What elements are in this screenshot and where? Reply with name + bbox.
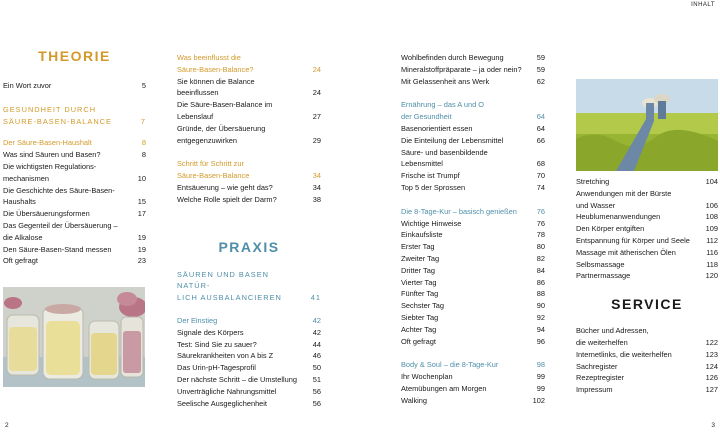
toc-entry[interactable]: Ein Wort zuvor 5	[3, 81, 146, 90]
section-title-service: SERVICE	[611, 296, 683, 313]
toc-column-2	[177, 52, 321, 409]
toc-entry[interactable]: Impressum 127	[576, 385, 718, 395]
page-number-right: 3	[711, 422, 715, 429]
toc-entry[interactable]: Test: Sind Sie zu sauer? 44	[177, 339, 321, 349]
toc-subheading[interactable]: Der Einstieg 42	[177, 315, 321, 325]
toc-subheading[interactable]: Ernährung – das A und O der Gesundheit 64	[401, 100, 545, 122]
toc-entry[interactable]: Erster Tag 80	[401, 242, 545, 252]
toc-entry[interactable]: Säure- und basenbildende Lebensmittel 68	[401, 147, 545, 169]
toc-entry[interactable]: Wohlbefinden durch Bewegung 59	[401, 53, 545, 62]
toc-entry[interactable]: Vierter Tag 86	[401, 277, 545, 287]
section-header-tag: INHALT	[691, 2, 715, 8]
toc-entry[interactable]: Heublumenanwendungen 108	[576, 212, 718, 222]
toc-subheading[interactable]: Schritt für Schritt zur Säure-Basen-Balance 34	[177, 159, 321, 181]
toc-column-3	[401, 52, 545, 407]
toc-entry[interactable]: Partnermassage 120	[576, 271, 718, 281]
toc-entry[interactable]: Anwendungen mit der Bürste und Wasser 106	[576, 188, 718, 210]
toc-entry[interactable]: Säurekrankheiten von A bis Z 46	[177, 351, 321, 361]
toc-entry[interactable]: Massage mit ätherischen Ölen 116	[576, 247, 718, 257]
toc-column-1	[3, 0, 146, 267]
toc-entry[interactable]: Die Geschichte des Säure-Basen- Haushalts 15	[3, 185, 146, 207]
toc-entry[interactable]: Sie können die Balance beeinflussen 24	[177, 76, 321, 98]
toc-entry[interactable]: Oft gefragt 96	[401, 336, 545, 346]
toc-entry[interactable]: Dritter Tag 84	[401, 265, 545, 275]
toc-entry[interactable]: Mineralstoffpräparate – ja oder nein? 59	[401, 64, 545, 74]
toc-entry[interactable]: Welche Rolle spielt der Darm? 38	[177, 194, 321, 204]
toc-entry[interactable]: Sachregister 124	[576, 361, 718, 371]
toc-chapter-heading[interactable]: GESUNDHEIT DURCH SÄURE-BASEN-BALANCE 7	[3, 104, 146, 126]
toc-entry[interactable]: Das Urin-pH-Tagesprofil 50	[177, 363, 321, 373]
toc-entry[interactable]: Unverträgliche Nahrungsmittel 56	[177, 386, 321, 396]
toc-entry[interactable]: Mit Gelassenheit ans Werk 62	[401, 76, 545, 86]
toc-entry[interactable]: Das Gegenteil der Übersäuerung – die Alkalose 19	[3, 220, 146, 242]
toc-entry[interactable]: Frische ist Trumpf 70	[401, 171, 545, 181]
toc-entry[interactable]: Oft gefragt 23	[3, 256, 146, 266]
toc-entry[interactable]: Die wichtigsten Regulations- mechanismen 10	[3, 161, 146, 183]
toc-entry[interactable]: Den Körper entgiften 109	[576, 224, 718, 234]
toc-subheading[interactable]: Der Säure-Basen-Haushalt 8	[3, 138, 146, 148]
toc-entry[interactable]: Stretching 104	[576, 177, 718, 186]
toc-entry[interactable]: Rezeptregister 126	[576, 373, 718, 383]
page-number-left: 2	[5, 422, 9, 429]
toc-entry[interactable]: Internetlinks, die weiterhelfen 123	[576, 349, 718, 359]
toc-entry[interactable]: Top 5 der Sprossen 74	[401, 182, 545, 192]
toc-entry[interactable]: Seelische Ausgeglichenheit 56	[177, 398, 321, 408]
toc-entry[interactable]: Den Säure-Basen-Stand messen 19	[3, 244, 146, 254]
section-title-theorie: THEORIE	[38, 48, 111, 64]
section-title-praxis: PRAXIS	[218, 238, 280, 255]
toc-entry[interactable]: Die Übersäuerungsformen 17	[3, 209, 146, 219]
toc-entry[interactable]: Achter Tag 94	[401, 324, 545, 334]
toc-entry[interactable]: Walking 102	[401, 395, 545, 405]
toc-entry-list	[3, 149, 146, 267]
toc-entry[interactable]: Ihr Wochenplan 99	[401, 372, 545, 382]
toc-entry[interactable]: Signale des Körpers 42	[177, 327, 321, 337]
toc-entry[interactable]: Sechster Tag 90	[401, 301, 545, 311]
toc-column-4	[576, 0, 718, 396]
toc-entry[interactable]: Die Einteilung der Lebensmittel 66	[401, 135, 545, 145]
toc-entry[interactable]: Entspannung für Körper und Seele 112	[576, 235, 718, 245]
toc-entry[interactable]: Gründe, der Übersäuerung entgegenzuwirken 29	[177, 123, 321, 145]
toc-entry[interactable]: Basenorientiert essen 64	[401, 123, 545, 133]
toc-subheading[interactable]: Was beeinflusst die Säure-Basen-Balance? 24	[177, 53, 321, 74]
toc-subheading[interactable]: Die 8-Tage-Kur – basisch genießen 76	[401, 206, 545, 216]
toc-entry[interactable]: Atemübungen am Morgen 99	[401, 383, 545, 393]
toc-chapter-heading[interactable]: SÄUREN UND BASEN NATÜR- LICH AUSBALANCIEREN 41	[177, 269, 321, 303]
toc-entry[interactable]: Bücher und Adressen, die weiterhelfen 122	[576, 326, 718, 347]
toc-entry[interactable]: Was sind Säuren und Basen? 8	[3, 150, 146, 160]
toc-subheading[interactable]: Body & Soul – die 8-Tage-Kur 98	[401, 360, 545, 370]
toc-entry[interactable]: Siebter Tag 92	[401, 312, 545, 322]
toc-entry[interactable]: Einkaufsliste 78	[401, 230, 545, 240]
toc-entry[interactable]: Der nächste Schritt – die Umstellung 51	[177, 374, 321, 384]
toc-entry[interactable]: Fünfter Tag 88	[401, 289, 545, 299]
toc-entry[interactable]: Selbsmassage 118	[576, 259, 718, 269]
sprouts-jars-photo	[3, 287, 145, 387]
toc-entry[interactable]: Entsäuerung – wie geht das? 34	[177, 182, 321, 192]
toc-entry[interactable]: Die Säure-Basen-Balance im Lebenslauf 27	[177, 100, 321, 121]
toc-entry[interactable]: Wichtige Hinweise 76	[401, 218, 545, 228]
toc-entry[interactable]: Zweiter Tag 82	[401, 253, 545, 263]
